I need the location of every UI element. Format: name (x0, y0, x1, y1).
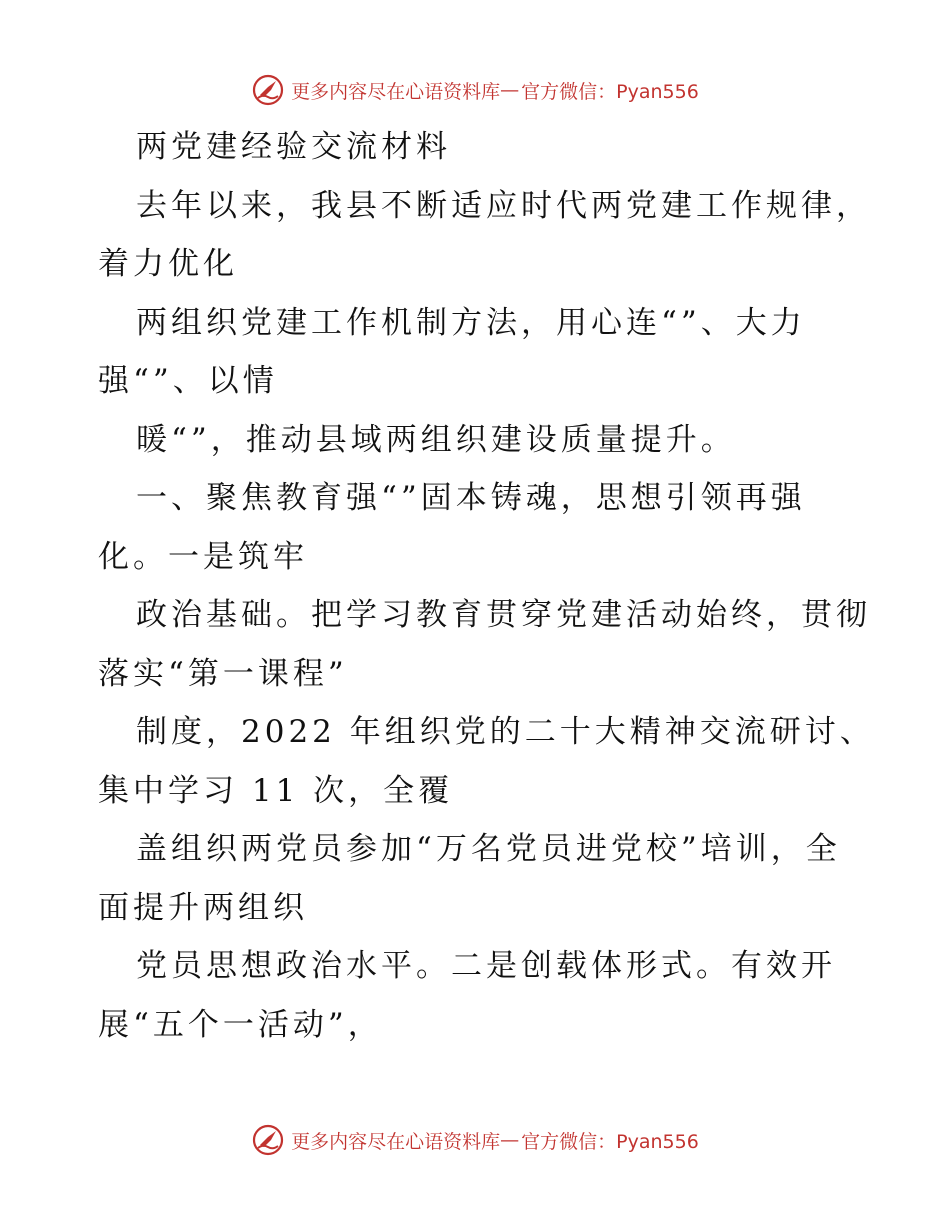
footer-contact-text: 官方微信：Pyan556 (521, 1130, 699, 1153)
text-line: 党员思想政治水平。二是创载体形式。有效开 (136, 948, 836, 984)
text-line: 暖“”，推动县域两组织建设质量提升。 (136, 421, 736, 458)
header-brand-text: 更多内容尽在心语资料库 (291, 80, 501, 103)
text-line: 落实“第一课程” (98, 655, 348, 692)
text-line: 两党建经验交流材料 (136, 129, 451, 165)
text-line: 去年以来，我县不断适应时代两党建工作规律， (136, 187, 871, 224)
text-line: 制度，2022 年组织党的二十大精神交流研讨、 (136, 714, 875, 750)
book-quill-logo-icon (251, 1123, 285, 1157)
text-line: 一、聚焦教育强“”固本铸魂，思想引领再强 (136, 480, 806, 516)
header-banner (0, 70, 950, 110)
text-line: 化。一是筑牢 (98, 538, 308, 575)
text-line: 集中学习 11 次，全覆 (98, 772, 454, 809)
text-line: 着力优化 (98, 246, 238, 282)
footer-banner (0, 1120, 950, 1160)
header-contact-text: 官方微信：Pyan556 (521, 80, 699, 103)
text-line: 政治基础。把学习教育贯穿党建活动始终，贯彻 (136, 597, 871, 633)
footer-separator: — (500, 1129, 520, 1151)
text-line: 强“”、以情 (98, 363, 278, 399)
text-line: 盖组织两党员参加“万名党员进党校”培训，全 (136, 831, 841, 867)
header-separator: — (500, 79, 520, 101)
book-quill-logo-icon (251, 73, 285, 107)
document-body (98, 118, 875, 1054)
text-line: 展“五个一活动”， (98, 1006, 383, 1043)
footer-brand-text: 更多内容尽在心语资料库 (291, 1130, 501, 1153)
text-line: 面提升两组织 (98, 889, 308, 926)
text-line: 两组织党建工作机制方法，用心连“”、大力 (136, 304, 806, 341)
